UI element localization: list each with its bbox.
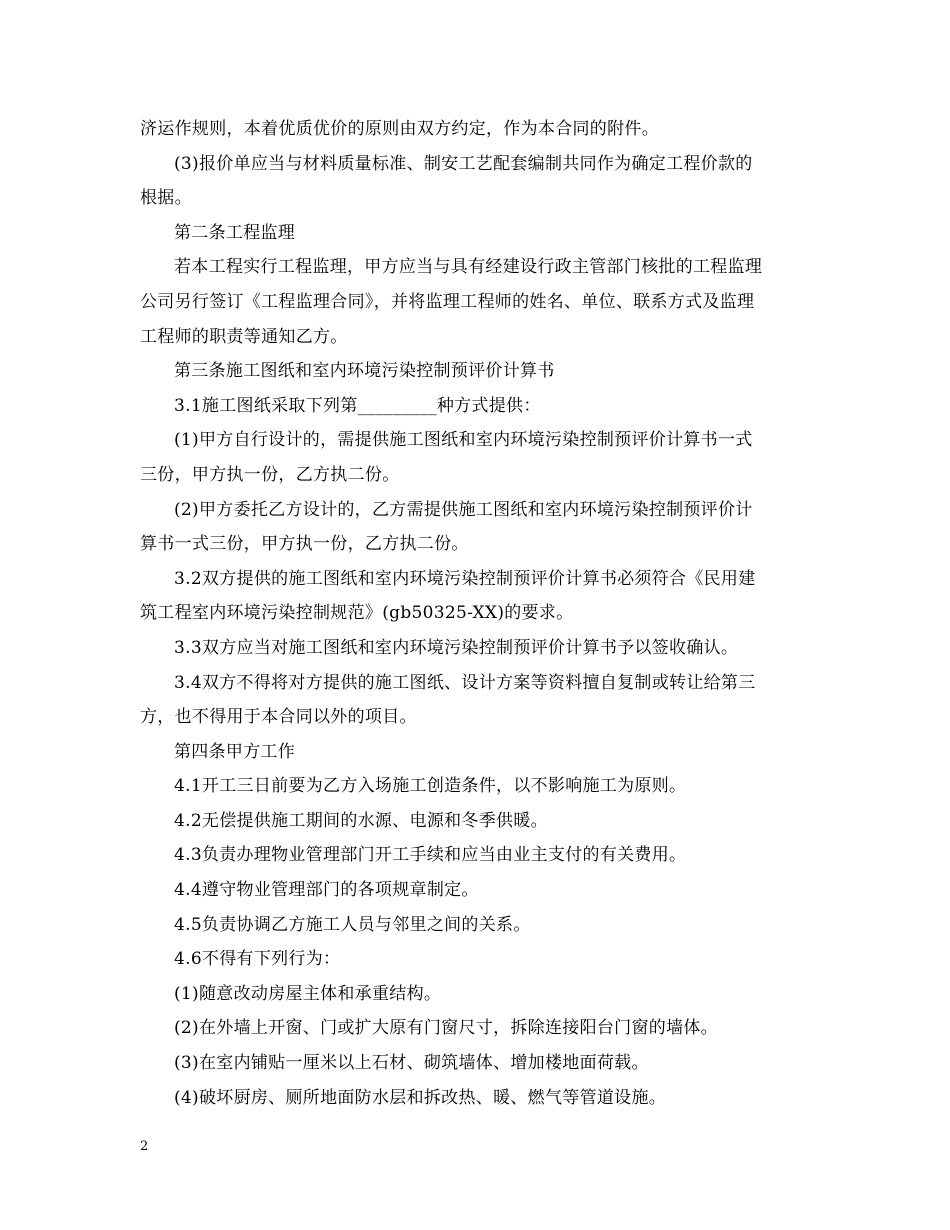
text-line: 4.1开工三日前要为乙方入场施工创造条件，以不影响施工为原则。 (174, 776, 687, 797)
text-line: 算书一式三份，甲方执一份，乙方执二份。 (140, 534, 469, 555)
text-line: 济运作规则，本着优质优价的原则由双方约定，作为本合同的附件。 (140, 119, 659, 139)
text-line: 三份，甲方执一份，乙方执二份。 (140, 464, 400, 485)
text-line: (2)甲方委托乙方设计的，乙方需提供施工图纸和室内环境污染控制预评价计 (174, 499, 753, 520)
text-line: 第四条甲方工作 (174, 741, 296, 762)
text-line: 3.2双方提供的施工图纸和室内环境污染控制预评价计算书必须符合《民用建 (174, 568, 756, 589)
text-line: 3.4双方不得将对方提供的施工图纸、设计方案等资料擅自复制或转让给第三 (174, 672, 756, 693)
text-line: 第三条施工图纸和室内环境污染控制预评价计算书 (174, 361, 555, 382)
text-line: 4.5负责协调乙方施工人员与邻里之间的关系。 (174, 914, 531, 935)
text-line: 工程师的职责等通知乙方。 (140, 326, 348, 347)
text-line: 3.3双方应当对施工图纸和室内环境污染控制预评价计算书予以签收确认。 (174, 637, 739, 658)
text-line: (3)报价单应当与材料质量标准、制安工艺配套编制共同作为确定工程价款的 (174, 153, 753, 174)
text-line: 4.2无偿提供施工期间的水源、电源和冬季供暖。 (174, 810, 548, 831)
text-line: 公司另行签订《工程监理合同》，并将监理工程师的姓名、单位、联系方式及监理 (140, 291, 755, 312)
text-line: 3.1施工图纸采取下列第_________种方式提供： (174, 395, 541, 416)
text-line: (4)破坏厨房、厕所地面防水层和拆改热、暖、燃气等管道设施。 (174, 1087, 667, 1108)
page-number: 2 (140, 1139, 149, 1154)
text-line: (2)在外墙上开窗、门或扩大原有门窗尺寸，拆除连接阳台门窗的墙体。 (174, 1018, 718, 1039)
text-line: 若本工程实行工程监理，甲方应当与具有经建设行政主管部门核批的工程监理 (174, 257, 763, 278)
text-line: (3)在室内铺贴一厘米以上石材、砌筑墙体、增加楼地面荷载。 (174, 1053, 649, 1074)
text-line: 4.3负责办理物业管理部门开工手续和应当由业主支付的有关费用。 (174, 845, 687, 866)
text-line: 4.6不得有下列行为： (174, 949, 341, 970)
text-line: (1)随意改动房屋主体和承重结构。 (174, 983, 442, 1004)
text-line: 4.4遵守物业管理部门的各项规章制定。 (174, 880, 479, 901)
text-line: (1)甲方自行设计的，需提供施工图纸和室内环境污染控制预评价计算书一式 (174, 430, 753, 451)
text-line: 筑工程室内环境污染控制规范》(gb50325-XX)的要求。 (140, 603, 574, 624)
text-line: 第二条工程监理 (174, 222, 296, 243)
text-line: 根据。 (140, 188, 192, 209)
document-body (140, 112, 812, 1115)
text-line: 方，也不得用于本合同以外的项目。 (140, 707, 417, 728)
